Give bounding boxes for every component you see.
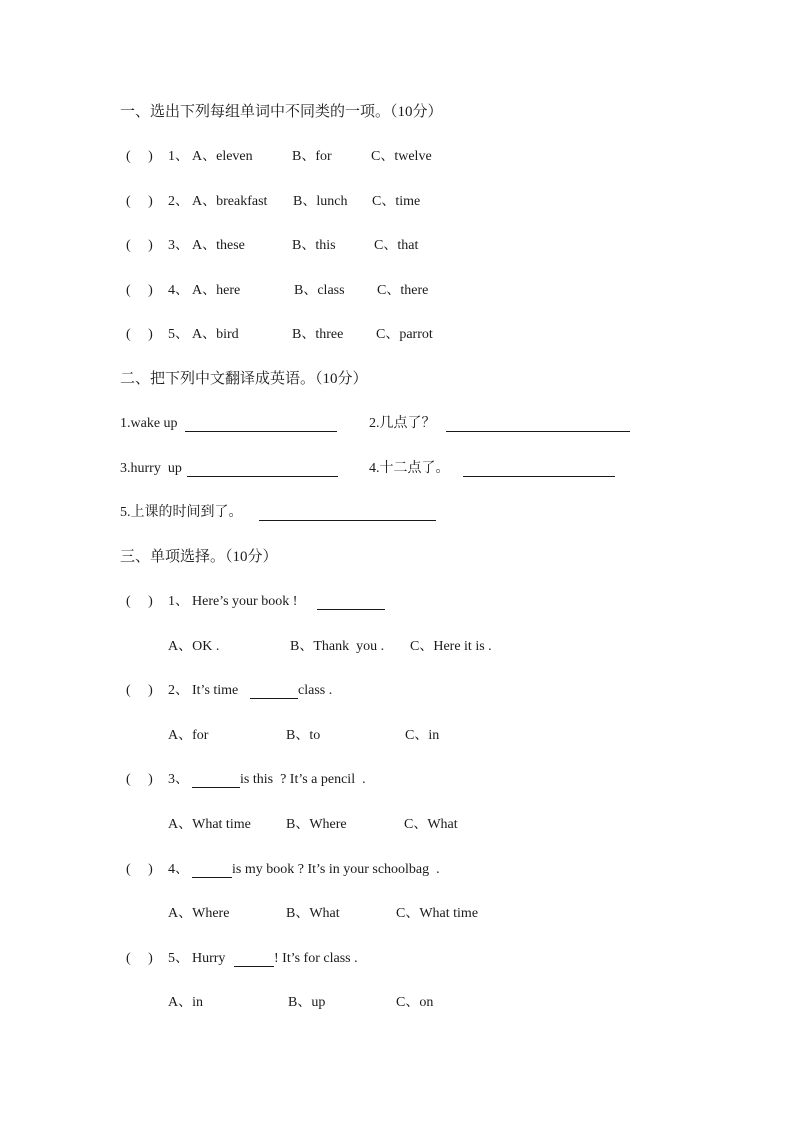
answer-paren[interactable]: ( ) [126, 283, 153, 298]
translate-item-5: 5.上课的时间到了。 [120, 505, 243, 520]
option-a: A、bird [192, 327, 239, 342]
question-text: Here’s your book ! [192, 594, 298, 609]
answer-line[interactable] [187, 476, 338, 477]
answer-paren[interactable]: ( ) [126, 772, 153, 787]
answer-paren[interactable]: ( ) [126, 951, 153, 966]
question-text: Hurry [192, 951, 233, 966]
option-a: A、breakfast [192, 194, 268, 209]
question-text-post: ! It’s for class . [274, 951, 358, 966]
answer-blank[interactable] [192, 877, 232, 878]
item-num: 5、 [168, 327, 189, 342]
section3-heading: 三、单项选择。（10分） [120, 549, 278, 565]
translate-item-4: 4.十二点了。 [369, 461, 450, 476]
option-a: A、for [168, 728, 209, 743]
option-a: A、here [192, 283, 241, 298]
answer-paren[interactable]: ( ) [126, 683, 153, 698]
answer-paren[interactable]: ( ) [126, 862, 153, 877]
option-c: C、that [374, 238, 419, 253]
option-c: C、Here it is . [410, 639, 492, 654]
answer-line[interactable] [185, 431, 337, 432]
question-text: It’s time [192, 683, 246, 698]
option-a: A、What time [168, 817, 251, 832]
option-c: C、there [377, 283, 429, 298]
option-c: C、in [405, 728, 440, 743]
question-text-post: class . [298, 683, 333, 698]
translate-item-3: 3.hurry up [120, 461, 182, 476]
option-b: B、up [288, 995, 326, 1010]
answer-blank[interactable] [317, 609, 385, 610]
option-c: C、time [372, 194, 421, 209]
translate-item-1: 1.wake up [120, 416, 178, 431]
option-b: B、this [292, 238, 336, 253]
option-b: B、three [292, 327, 344, 342]
option-a: A、eleven [192, 149, 253, 164]
option-b: B、lunch [293, 194, 348, 209]
question-num: 3、 [168, 772, 189, 787]
section2-heading: 二、把下列中文翻译成英语。（10分） [120, 371, 368, 387]
answer-blank[interactable] [192, 787, 240, 788]
question-text-post: is my book ? It’s in your schoolbag . [232, 862, 440, 877]
option-b: B、class [294, 283, 345, 298]
item-num: 2、 [168, 194, 189, 209]
answer-paren[interactable]: ( ) [126, 194, 153, 209]
item-num: 4、 [168, 283, 189, 298]
translate-item-2: 2.几点了？ [369, 416, 436, 431]
option-c: C、What time [396, 906, 479, 921]
option-b: B、for [292, 149, 332, 164]
option-b: B、to [286, 728, 321, 743]
option-a: A、in [168, 995, 203, 1010]
question-num: 2、 [168, 683, 189, 698]
answer-blank[interactable] [234, 966, 274, 967]
answer-paren[interactable]: ( ) [126, 238, 153, 253]
option-a: A、OK . [168, 639, 220, 654]
option-b: B、What [286, 906, 340, 921]
answer-paren[interactable]: ( ) [126, 149, 153, 164]
option-a: A、Where [168, 906, 230, 921]
question-text-post: is this ? It’s a pencil . [240, 772, 366, 787]
answer-blank[interactable] [250, 698, 298, 699]
answer-line[interactable] [463, 476, 615, 477]
option-b: B、Where [286, 817, 347, 832]
option-b: B、Thank you . [290, 639, 385, 654]
answer-line[interactable] [259, 520, 436, 521]
question-num: 1、 [168, 594, 189, 609]
answer-paren[interactable]: ( ) [126, 594, 153, 609]
answer-paren[interactable]: ( ) [126, 327, 153, 342]
option-a: A、these [192, 238, 245, 253]
question-num: 5、 [168, 951, 189, 966]
option-c: C、twelve [371, 149, 432, 164]
option-c: C、on [396, 995, 434, 1010]
item-num: 1、 [168, 149, 189, 164]
answer-line[interactable] [446, 431, 630, 432]
question-num: 4、 [168, 862, 189, 877]
option-c: C、parrot [376, 327, 433, 342]
section1-heading: 一、选出下列每组单词中不同类的一项。（10分） [120, 104, 443, 120]
item-num: 3、 [168, 238, 189, 253]
option-c: C、What [404, 817, 458, 832]
